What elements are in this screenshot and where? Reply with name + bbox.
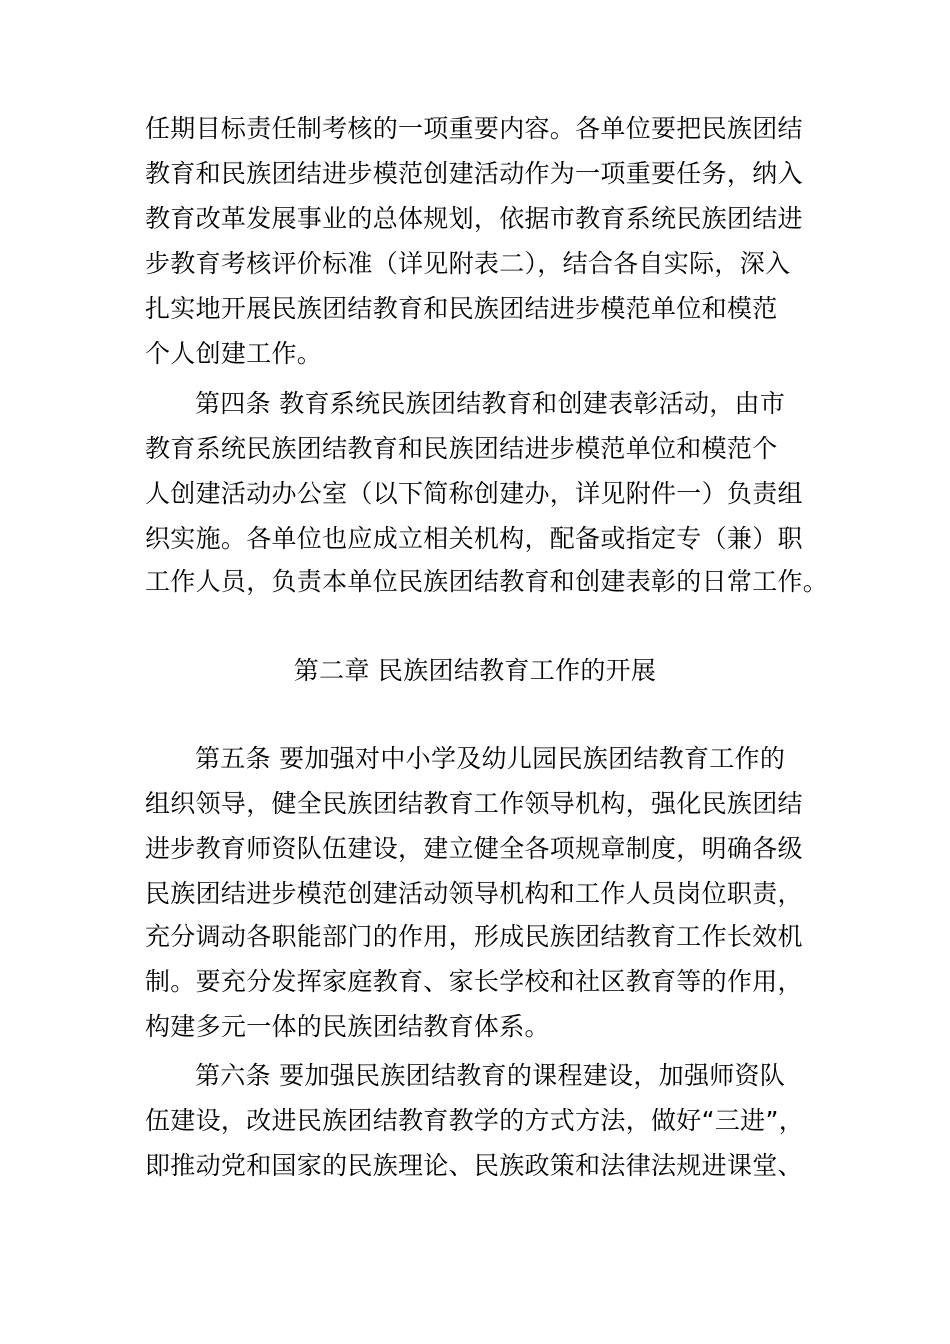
chapter-heading: 第二章 民族团结教育工作的开展 (293, 656, 657, 685)
paragraph-line: 教育和民族团结进步模范创建活动作为一项重要任务，纳入 (145, 159, 803, 188)
article-6-line: 第六条 要加强民族团结教育的课程建设，加强师资队 (195, 1061, 786, 1090)
article-6-line: 即推动党和国家的民族理论、民族政策和法律法规进课堂、 (145, 1151, 803, 1180)
paragraph-line: 步教育考核评价标准（详见附表二），结合各自实际，深入 (145, 249, 791, 278)
article-5-line: 第五条 要加强对中小学及幼儿园民族团结教育工作的 (195, 744, 786, 773)
article-5-line: 民族团结进步模范创建活动领导机构和工作人员岗位职责， (145, 879, 803, 908)
article-5-line: 制。要充分发挥家庭教育、家长学校和社区教育等的作用， (145, 967, 803, 996)
article-5-line: 组织领导，健全民族团结教育工作领导机构，强化民族团结 (145, 789, 803, 818)
article-4-line: 工作人员，负责本单位民族团结教育和创建表彰的日常工作。 (145, 567, 829, 596)
paragraph-line: 扎实地开展民族团结教育和民族团结进步模范单位和模范 (145, 294, 778, 323)
paragraph-line: 个人创建工作。 (145, 339, 323, 368)
article-6-line: 伍建设，改进民族团结教育教学的方式方法，做好“三进”， (145, 1106, 805, 1135)
article-4-line: 教育系统民族团结教育和民族团结进步模范单位和模范个 (145, 434, 778, 463)
article-4-line: 第四条 教育系统民族团结教育和创建表彰活动，由市 (195, 389, 786, 418)
paragraph-line: 任期目标责任制考核的一项重要内容。各单位要把民族团结 (145, 114, 803, 143)
article-5-line: 构建多元一体的民族团结教育体系。 (145, 1012, 550, 1041)
article-5-line: 进步教育师资队伍建设，建立健全各项规章制度，明确各级 (145, 834, 803, 863)
article-5-line: 充分调动各职能部门的作用，形成民族团结教育工作长效机 (145, 922, 803, 951)
article-4-line: 织实施。各单位也应成立相关机构，配备或指定专（兼）职 (145, 524, 803, 553)
article-4-line: 人创建活动办公室（以下简称创建办，详见附件一）负责组 (145, 479, 803, 508)
paragraph-line: 教育改革发展事业的总体规划，依据市教育系统民族团结进 (145, 204, 803, 233)
